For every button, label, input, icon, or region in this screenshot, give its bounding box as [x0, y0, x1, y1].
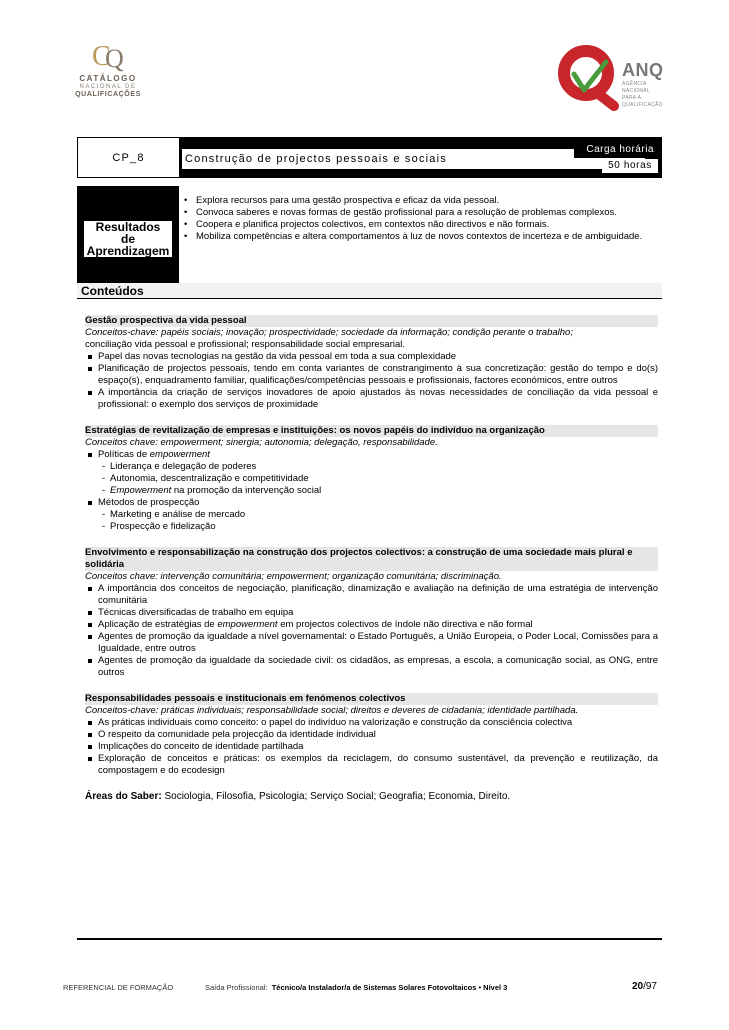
- learning-outcomes-label: [84, 221, 172, 257]
- page-number: [632, 981, 657, 992]
- bottom-rule: [77, 938, 662, 940]
- item-text: na promoção da intervenção social: [171, 485, 322, 496]
- list-item: • Convoca saberes e novas formas de gestão profissional para a resolução de problemas complexos.: [184, 207, 658, 219]
- anq-logo-sub: [622, 81, 671, 109]
- cnq-logo: [68, 41, 148, 108]
- page-footer: [63, 981, 663, 993]
- section-title: Estratégias de revitalização de empresas e instituições: os novos papéis do indivíduo na organização: [85, 425, 658, 437]
- item-emphasis: Empowerment: [110, 485, 172, 496]
- section-items: [85, 449, 658, 533]
- anq-logo-sub1: AGÊNCIA NACIONAL: [622, 81, 650, 94]
- section-keywords: Conceitos chave: intervenção comunitária; empowerment; organização comunitária; discriminação.: [85, 571, 502, 582]
- anq-q-icon: [556, 40, 622, 112]
- list-item: • Coopera e planifica projectos colectivos, em contextos não directivos e não formais.: [184, 219, 658, 231]
- section-items: [85, 351, 658, 411]
- lo-label-line2: de: [120, 232, 135, 246]
- lo-label-line3: Aprendizagem: [86, 244, 170, 258]
- contents-body: [85, 315, 658, 803]
- section-keywords: Conceitos chave: empowerment; sinergia; autonomia; delegação, responsabilidade.: [85, 437, 438, 448]
- section-items: [85, 583, 658, 679]
- knowledge-areas: [85, 791, 658, 803]
- list-item: • Explora recursos para uma gestão prospectiva e eficaz da vida pessoal.: [184, 195, 658, 207]
- section-responsabilidades: [85, 693, 658, 777]
- list-item: A importância dos conceitos de negociação, planificação, dinamização e avaliação na definição de uma estratégia de intervenção comunitária: [85, 583, 658, 607]
- cnq-logo-line1: CATÁLOGO: [79, 74, 137, 83]
- anq-logo-name: ANQ: [622, 60, 664, 80]
- lo-label-line1: Resultados: [95, 220, 161, 234]
- sub-list: [98, 509, 658, 533]
- section-keywords: Conceitos-chave: papéis sociais; inovação; prospectividade; sociedade da informação; condição perante o trabalho;: [85, 327, 573, 338]
- list-item: Técnicas diversificadas de trabalho em equipa: [85, 607, 658, 619]
- sub-list: [98, 461, 658, 497]
- knowledge-areas-label: Áreas do Saber:: [85, 791, 162, 802]
- knowledge-areas-text: Sociologia, Filosofia, Psicologia; Serviço Social; Geografia; Economia, Direito.: [161, 791, 511, 802]
- list-item: Papel das novas tecnologias na gestão da vida pessoal em toda a sua complexidade: [85, 351, 658, 363]
- list-item: Planificação de projectos pessoais, tendo em conta variantes de constrangimento à sua concretização: gestão do tempo e do(s) espaço(s), enquadramento familiar, qualificações/competências pessoais e profissionais, factores económicos, entre outros: [85, 363, 658, 387]
- anq-logo-sub2: PARA A QUALIFICAÇÃO: [622, 95, 663, 108]
- section-keywords-cont: conciliação vida pessoal e profissional; responsabilidade social empresarial.: [85, 339, 406, 350]
- section-keywords: Conceitos-chave: práticas individuais; responsabilidade social; direitos e deveres de cidadania; identidade partilhada.: [85, 705, 579, 716]
- section-items: [85, 717, 658, 777]
- item-text: em projectos colectivos de índole não directiva e não formal: [277, 619, 533, 630]
- section-title: Gestão prospectiva da vida pessoal: [85, 315, 658, 327]
- hours-label: Carga horária: [574, 142, 660, 158]
- section-title: Responsabilidades pessoais e institucionais em fenómenos colectivos: [85, 693, 658, 705]
- footer-middle: [205, 983, 507, 992]
- item-emphasis: empowerment: [217, 619, 278, 630]
- list-item: [85, 497, 658, 533]
- page-current: 20: [631, 981, 644, 992]
- learning-outcomes-list: [184, 195, 658, 243]
- item-text: Políticas de: [98, 449, 150, 460]
- cnq-logo-line2: NACIONAL DE: [79, 84, 137, 90]
- list-item: Agentes de promoção da igualdade da sociedade civil: os cidadãos, as empresas, a escola, a comunicação social, as ONG, entre outros: [85, 655, 658, 679]
- list-item: [85, 449, 658, 497]
- learning-outcomes-label-box: [77, 186, 179, 283]
- sub-item: - Liderança e delegação de poderes: [102, 461, 658, 473]
- cq-monogram-icon: C Q: [92, 41, 124, 73]
- list-item: Exploração de conceitos e práticas: os exemplos da reciclagem, do consumo sustentável, da prevenção e reutilização, da compostagem e do ecodesign: [85, 753, 658, 777]
- section-envolvimento: [85, 547, 658, 679]
- item-emphasis: empowerment: [149, 449, 210, 460]
- list-item: Agentes de promoção da igualdade a nível governamental: o Estado Português, a União Europeia, o Poder Local, Comissões para a Igualdade, entre outros: [85, 631, 658, 655]
- sub-item: [102, 485, 658, 497]
- section-gestao-prospectiva: [85, 315, 658, 411]
- footer-left: REFERENCIAL DE FORMAÇÃO: [63, 983, 174, 992]
- section-estrategias: [85, 425, 658, 533]
- module-code: CP_8: [77, 137, 180, 178]
- list-item: As práticas individuais como conceito: o papel do indivíduo na valorização e construção da consciência colectiva: [85, 717, 658, 729]
- sub-item: - Marketing e análise de mercado: [102, 509, 658, 521]
- footer-prefix: Saída Profissional:: [205, 983, 268, 992]
- list-item: [85, 619, 658, 631]
- item-text: Métodos de prospecção: [98, 497, 200, 508]
- hours-value: 50 horas: [602, 159, 658, 173]
- module-title: Construção de projectos pessoais e sociais: [182, 149, 645, 169]
- list-item: • Mobiliza competências e altera comportamentos à luz de novos contextos de incerteza e de ambiguidade.: [184, 231, 658, 243]
- contents-heading: Conteúdos: [77, 283, 662, 299]
- list-item: A importância da criação de serviços inovadores de apoio ajustados às novas necessidades de conciliação da vida pessoal e profissional: o exemplo dos serviços de proximidade: [85, 387, 658, 411]
- sub-item: - Prospecção e fidelização: [102, 521, 658, 533]
- list-item: Implicações do conceito de identidade partilhada: [85, 741, 658, 753]
- cnq-logo-line3: QUALIFICAÇÕES: [75, 91, 141, 98]
- sub-item: - Autonomia, descentralização e competitividade: [102, 473, 658, 485]
- section-title: Envolvimento e responsabilização na construção dos projectos colectivos: a construção de uma sociedade mais plural e solidária: [85, 547, 658, 571]
- page-total: /97: [643, 981, 657, 992]
- list-item: O respeito da comunidade pela projecção da identidade individual: [85, 729, 658, 741]
- module-header: [77, 137, 662, 178]
- footer-profession: Técnico/a Instalador/a de Sistemas Solares Fotovoltaicos • Nível 3: [271, 983, 508, 992]
- anq-logo: [556, 40, 671, 115]
- item-text: Aplicação de estratégias de: [98, 619, 218, 630]
